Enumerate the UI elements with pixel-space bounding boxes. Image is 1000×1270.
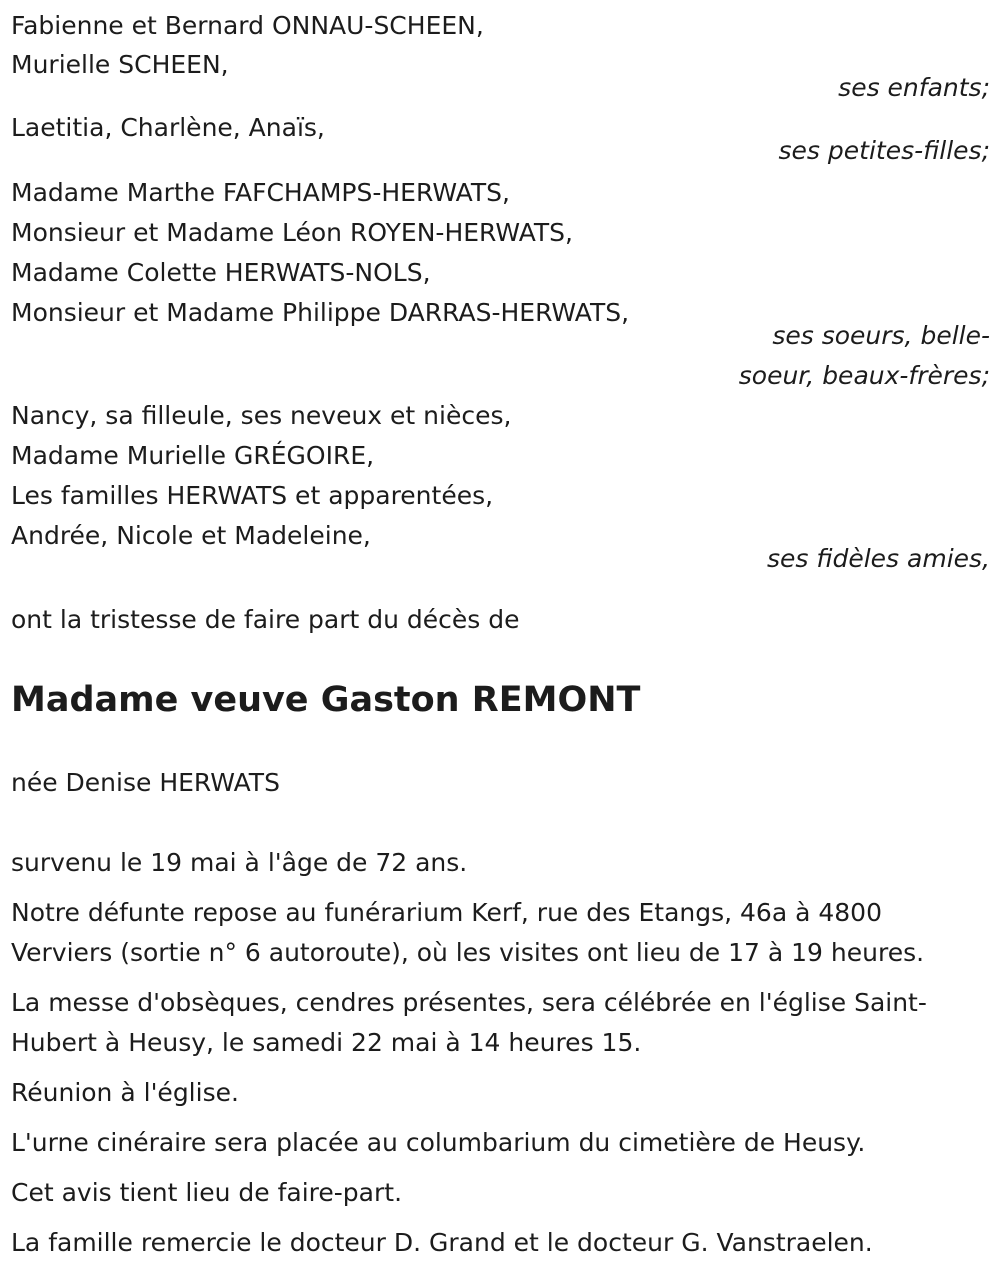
detail-line: Notre défunte repose au funérarium Kerf, rue des Etangs, 46a à 4800 — [11, 898, 882, 927]
detail-line: Cet avis tient lieu de faire-part. — [11, 1178, 403, 1207]
relation-label: ses petites-filles; — [778, 136, 990, 165]
group-relatives-friends — [11, 396, 990, 579]
family-name-line: Andrée, Nicole et Madeleine, — [11, 521, 371, 550]
family-name-line: Monsieur et Madame Philippe DARRAS-HERWATS, — [11, 298, 630, 327]
relation-label: ses fidèles amies, — [766, 544, 990, 573]
detail-line: La famille remercie le docteur D. Grand et le docteur G. Vanstraelen. — [11, 1228, 873, 1257]
family-name-line: Madame Marthe FAFCHAMPS-HERWATS, — [11, 178, 510, 207]
detail-paragraph — [11, 983, 990, 1063]
detail-line: Hubert à Heusy, le samedi 22 mai à 14 heures 15. — [11, 1028, 642, 1057]
group-siblings — [11, 173, 990, 396]
family-name-line: Madame Colette HERWATS-NOLS, — [11, 258, 431, 287]
detail-paragraph — [11, 1173, 990, 1213]
maiden-name: née Denise HERWATS — [11, 768, 280, 797]
family-name-line: Madame Murielle GRÉGOIRE, — [11, 441, 375, 470]
deceased-name: Madame veuve Gaston REMONT — [11, 680, 641, 720]
group-granddaughters — [11, 108, 990, 171]
detail-line: Verviers (sortie n° 6 autoroute), où les visites ont lieu de 17 à 19 heures. — [11, 938, 925, 967]
detail-paragraph — [11, 893, 990, 973]
funeral-details — [11, 843, 990, 1263]
detail-paragraph — [11, 1073, 990, 1113]
family-name-line: Nancy, sa filleule, ses neveux et nièces, — [11, 401, 512, 430]
family-name-line: Laetitia, Charlène, Anaïs, — [11, 113, 325, 142]
family-name-line: Murielle SCHEEN, — [11, 50, 229, 79]
detail-line: La messe d'obsèques, cendres présentes, sera célébrée en l'église Saint- — [11, 988, 927, 1017]
detail-paragraph — [11, 843, 990, 883]
family-name-line: Fabienne et Bernard ONNAU-SCHEEN, — [11, 11, 484, 40]
relation-label: soeur, beaux-frères; — [738, 361, 990, 390]
detail-line: survenu le 19 mai à l'âge de 72 ans. — [11, 848, 468, 877]
group-children — [11, 0, 990, 108]
announcement-intro: ont la tristesse de faire part du décès de — [11, 605, 520, 634]
detail-paragraph — [11, 1123, 990, 1163]
detail-line: L'urne cinéraire sera placée au columbarium du cimetière de Heusy. — [11, 1128, 866, 1157]
family-name-line: Les familles HERWATS et apparentées, — [11, 481, 494, 510]
family-name-line: Monsieur et Madame Léon ROYEN-HERWATS, — [11, 218, 573, 247]
detail-paragraph — [11, 1223, 990, 1263]
relation-label: ses enfants; — [838, 73, 990, 102]
relation-label: ses soeurs, belle- — [772, 321, 990, 350]
detail-line: Réunion à l'église. — [11, 1078, 239, 1107]
